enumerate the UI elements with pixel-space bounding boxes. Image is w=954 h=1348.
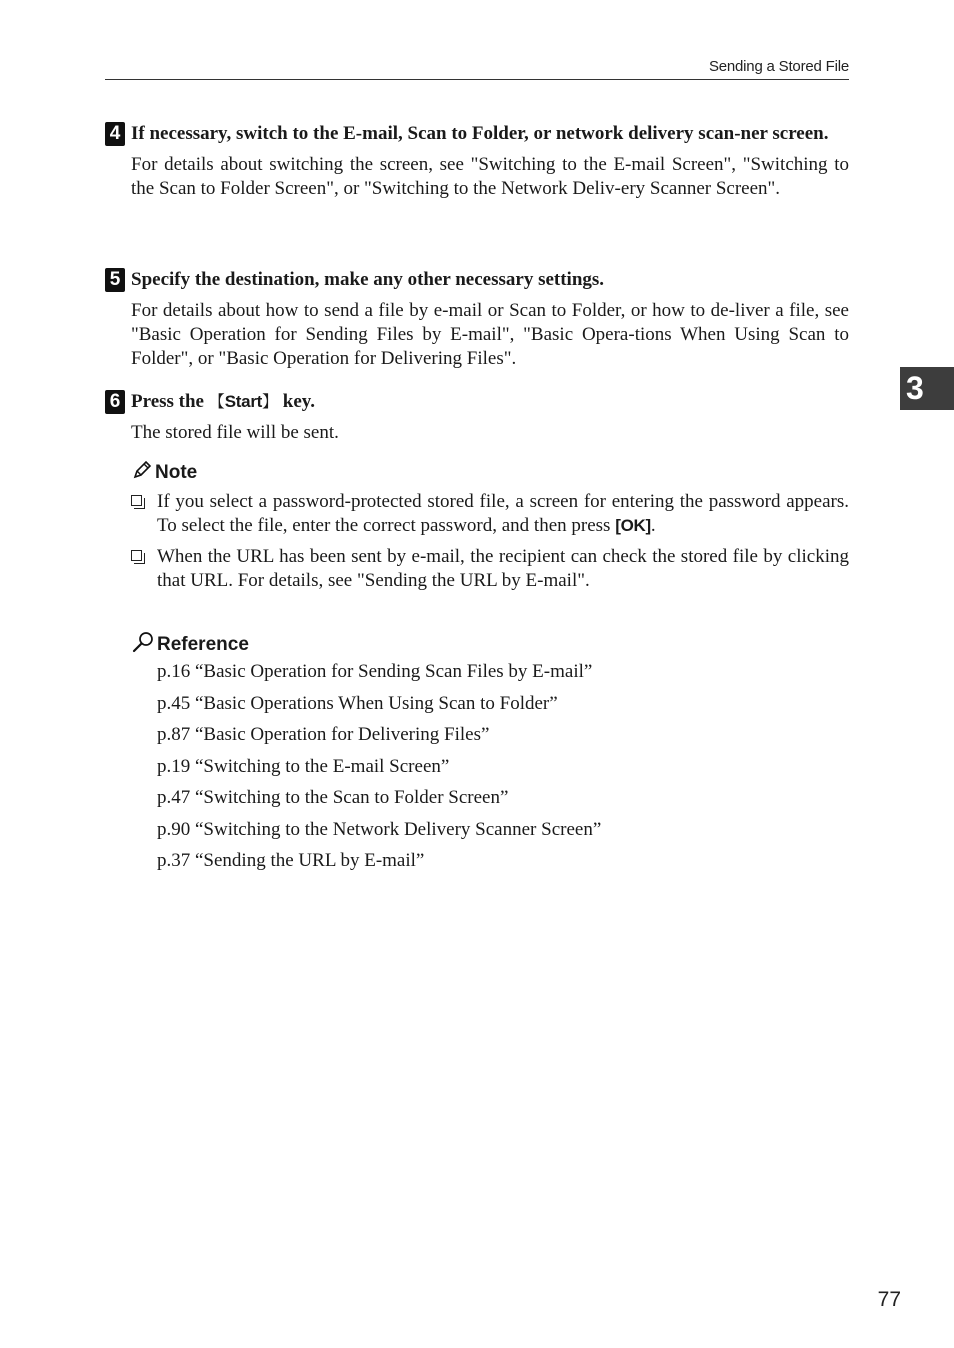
step-number-badge: 6 (105, 390, 125, 414)
header-divider (105, 79, 849, 80)
step-6 (105, 390, 849, 445)
step-title: Specify the destination, make any other necessary settings. (131, 269, 605, 290)
step-4 (105, 122, 849, 201)
ok-key-label: [OK] (615, 516, 651, 535)
note-text: If you select a password-protected stored file, a screen for entering the password appears. To select the file, enter the correct password, and then press (157, 491, 849, 536)
step-body: For details about switching the screen, see "Switching to the E-mail Screen", "Switching to the Scan to Folder Screen", or "Switching to the Network Deliv-ery Scanner Screen". (131, 154, 849, 199)
step-number-badge: 4 (105, 122, 125, 146)
note-item (131, 490, 849, 538)
step-title-suffix: key. (278, 391, 315, 412)
note-heading (131, 461, 197, 485)
reference-link[interactable]: p.19 “Switching to the E-mail Screen” (157, 755, 450, 777)
note-text-suffix: . (650, 515, 656, 536)
start-key-label: Start (224, 392, 262, 411)
step-title-prefix: Press the (131, 391, 209, 412)
step-title (131, 390, 849, 414)
reference-link[interactable]: p.37 “Sending the URL by E-mail” (157, 850, 425, 871)
reference-list (157, 660, 601, 881)
note-item (131, 545, 849, 593)
reference-link[interactable]: p.47 “Switching to the Scan to Folder Screen” (157, 787, 509, 808)
page-number: 77 (877, 1288, 901, 1311)
step-title: If necessary, switch to the E-mail, Scan to Folder, or network delivery scan-ner screen. (131, 123, 829, 144)
reference-link[interactable]: p.90 “Switching to the Network Delivery Scanner Screen” (157, 818, 602, 840)
checkbox-bullet-icon (131, 495, 142, 506)
step-5 (105, 268, 849, 371)
key-bracket-close: 】 (262, 392, 279, 411)
note-text: When the URL has been sent by e-mail, the recipient can check the stored file by clicking that URL. For details, see "Sending the URL by E-mail". (157, 546, 849, 591)
magnifier-icon (131, 631, 157, 660)
note-heading-label: Note (155, 462, 198, 483)
note-list (131, 490, 849, 600)
step-number-badge: 5 (105, 268, 125, 292)
reference-link[interactable]: p.87 “Basic Operation for Delivering Files” (157, 724, 490, 745)
step-body: For details about how to send a file by e-mail or Scan to Folder, or how to de-liver a file, see "Basic Operation for Sending Files by E-mail", "Basic Opera-tions When Using Scan to Folder", or "Basic Operation for Delivering Files". (131, 300, 849, 369)
step-body: The stored file will be sent. (131, 422, 339, 443)
reference-link[interactable]: p.45 “Basic Operations When Using Scan to Folder” (157, 692, 558, 714)
reference-heading-label: Reference (157, 634, 249, 655)
checkbox-bullet-icon (131, 550, 142, 561)
reference-link[interactable]: p.16 “Basic Operation for Sending Scan Files by E-mail” (157, 661, 593, 682)
chapter-tab: 3 (900, 367, 954, 410)
pencil-icon (131, 459, 155, 488)
reference-heading (131, 633, 249, 657)
running-header: Sending a Stored File (708, 58, 849, 75)
key-bracket-open: 【 (208, 392, 225, 411)
